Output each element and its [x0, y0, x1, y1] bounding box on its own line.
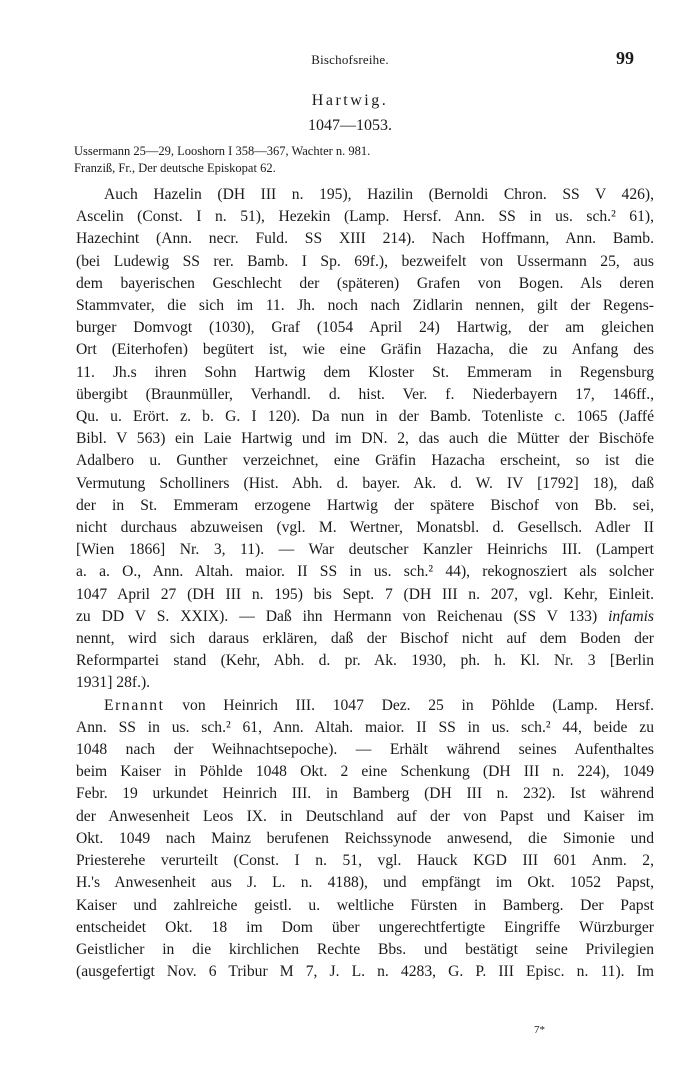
lead-word: Ernannt	[104, 696, 165, 714]
entry-years: 1047—1053.	[308, 117, 392, 134]
text-line: (ausgefertigt Nov. 6 Tribur M 7, J. L. n. 4283, G. P. III Episc. n. 11). Im	[76, 963, 654, 981]
text-line: Stammvater, die sich im 11. Jh. noch nach Zidlarin nennen, gilt der Regens-	[76, 297, 654, 315]
text-line: H.'s Anwesenheit aus J. L. n. 4188), und empfängt im Okt. 1052 Papst,	[76, 874, 654, 892]
text-line: Hazechint (Ann. necr. Fuld. SS XIII 214). Nach Hoffmann, Ann. Bamb.	[76, 230, 654, 248]
text-line: Reformpartei stand (Kehr, Abh. d. pr. Ak. 1930, ph. h. Kl. Nr. 3 [Berlin	[76, 652, 654, 670]
text-line: Bibl. V 563) ein Laie Hartwig und im DN. 2, das auch die Mütter der Bischöfe	[76, 430, 654, 448]
entry-name: Hartwig.	[311, 92, 389, 109]
text-line: Febr. 19 urkundet Heinrich III. in Bamberg (DH III n. 232). Ist während	[76, 785, 654, 803]
text-line: nennt, wird sich daraus erklären, daß der Bischof nicht auf dem Boden der	[76, 630, 654, 648]
text-line: beim Kaiser in Pöhlde 1048 Okt. 2 eine Schenkung (DH III n. 224), 1049	[76, 763, 654, 781]
italic-word: infamis	[608, 607, 654, 625]
reference-line: Ussermann 25—29, Looshorn I 358—367, Wachter n. 981.	[74, 144, 371, 158]
running-title: Bischofsreihe.	[311, 52, 389, 67]
reference-block	[74, 143, 654, 177]
text-line: Ann. SS in us. sch.² 61, Ann. Altah. maior. II SS in us. sch.² 44, beide zu	[76, 718, 654, 736]
text-line: 1047 April 27 (DH III n. 195) bis Sept. 7 (DH III n. 207, vgl. Kehr, Einleit.	[76, 585, 654, 603]
text-line: 11. Jh.s ihren Sohn Hartwig dem Kloster St. Emmeram in Regensburg	[76, 363, 654, 381]
text-line: (bei Ludewig SS rer. Bamb. I Sp. 69f.), bezweifelt von Ussermann 25, aus	[76, 252, 654, 270]
reference-line: Franziß, Fr., Der deutsche Episkopat 62.	[74, 161, 276, 175]
line-text: von Heinrich III. 1047 Dez. 25 in Pöhlde (Lamp. Hersf.	[164, 696, 654, 714]
text-line: a. a. O., Ann. Altah. maior. II SS in us. sch.² 44), rekognosziert als solcher	[76, 563, 654, 581]
body-text	[76, 184, 654, 983]
text-line: übergibt (Braunmüller, Verhandl. d. hist. Ver. f. Niederbayern 17, 146ff.,	[76, 385, 654, 403]
text-line: der Anwesenheit Leos IX. in Deutschland auf der von Papst und Kaiser im	[76, 807, 654, 825]
text-line: Ort (Eiterhofen) begütert ist, wie eine Gräfin Hazacha, die zu Anfang des	[76, 341, 654, 359]
text-line: Kaiser und zahlreiche geistl. u. weltliche Fürsten in Bamberg. Der Papst	[76, 896, 654, 914]
text-line: Priesterehe verurteilt (Const. I n. 51, vgl. Hauck KGD III 601 Anm. 2,	[76, 852, 654, 870]
text-line: Qu. u. Erört. z. b. G. I 120). Da nun in der Bamb. Totenliste c. 1065 (Jaffé	[76, 408, 654, 426]
paragraph	[76, 695, 654, 984]
text-line: Ascelin (Const. I n. 51), Hezekin (Lamp. Hersf. Ann. SS in us. sch.² 61),	[76, 208, 654, 226]
text-line: nicht durchaus abzuweisen (vgl. M. Wertner, Monatsbl. d. Gesellsch. Adler II	[76, 519, 654, 537]
text-line: 1931] 28f.).	[76, 674, 151, 692]
page-number: 99	[616, 48, 634, 68]
text-line: Geistlicher in die kirchlichen Rechte Bbs. und bestätigt seine Privilegien	[76, 940, 654, 958]
text-line: Okt. 1049 nach Mainz berufenen Reichssynode anwesend, die Simonie und	[76, 829, 654, 847]
text-line: Adalbero u. Gunther verzeichnet, eine Gräfin Hazacha erscheint, so ist die	[76, 452, 654, 470]
text-line: der in St. Emmeram erzogene Hartwig der spätere Bischof von Bb. sei,	[76, 496, 654, 514]
paragraph	[76, 184, 654, 695]
text-line: 1048 nach der Weihnachtsepoche). — Erhält während seines Aufenthaltes	[76, 741, 654, 759]
text-line: burger Domvogt (1030), Graf (1054 April 24) Hartwig, der am gleichen	[76, 319, 654, 337]
text-line: dem bayerischen Geschlecht der (späteren) Grafen von Bogen. Als deren	[76, 274, 654, 292]
text-line	[76, 695, 654, 717]
text-line: entscheidet Okt. 18 im Dom über ungerechtfertigte Eingriffe Würzburger	[76, 918, 654, 936]
running-head	[60, 48, 640, 70]
text-line: zu DD V S. XXIX). — Daß ihn Hermann von Reichenau (SS V 133) infamis	[76, 607, 654, 625]
text-line: Auch Hazelin (DH III n. 195), Hazilin (Bernoldi Chron. SS V 426),	[104, 186, 654, 203]
signature-mark: 7*	[534, 1024, 545, 1036]
text-line: Vermutung Scholliners (Hist. Abh. d. bayer. Ak. d. W. IV [1792] 18), daß	[76, 474, 654, 492]
text-line: [Wien 1866] Nr. 3, 11). — War deutscher Kanzler Heinrichs III. (Lampert	[76, 541, 654, 559]
